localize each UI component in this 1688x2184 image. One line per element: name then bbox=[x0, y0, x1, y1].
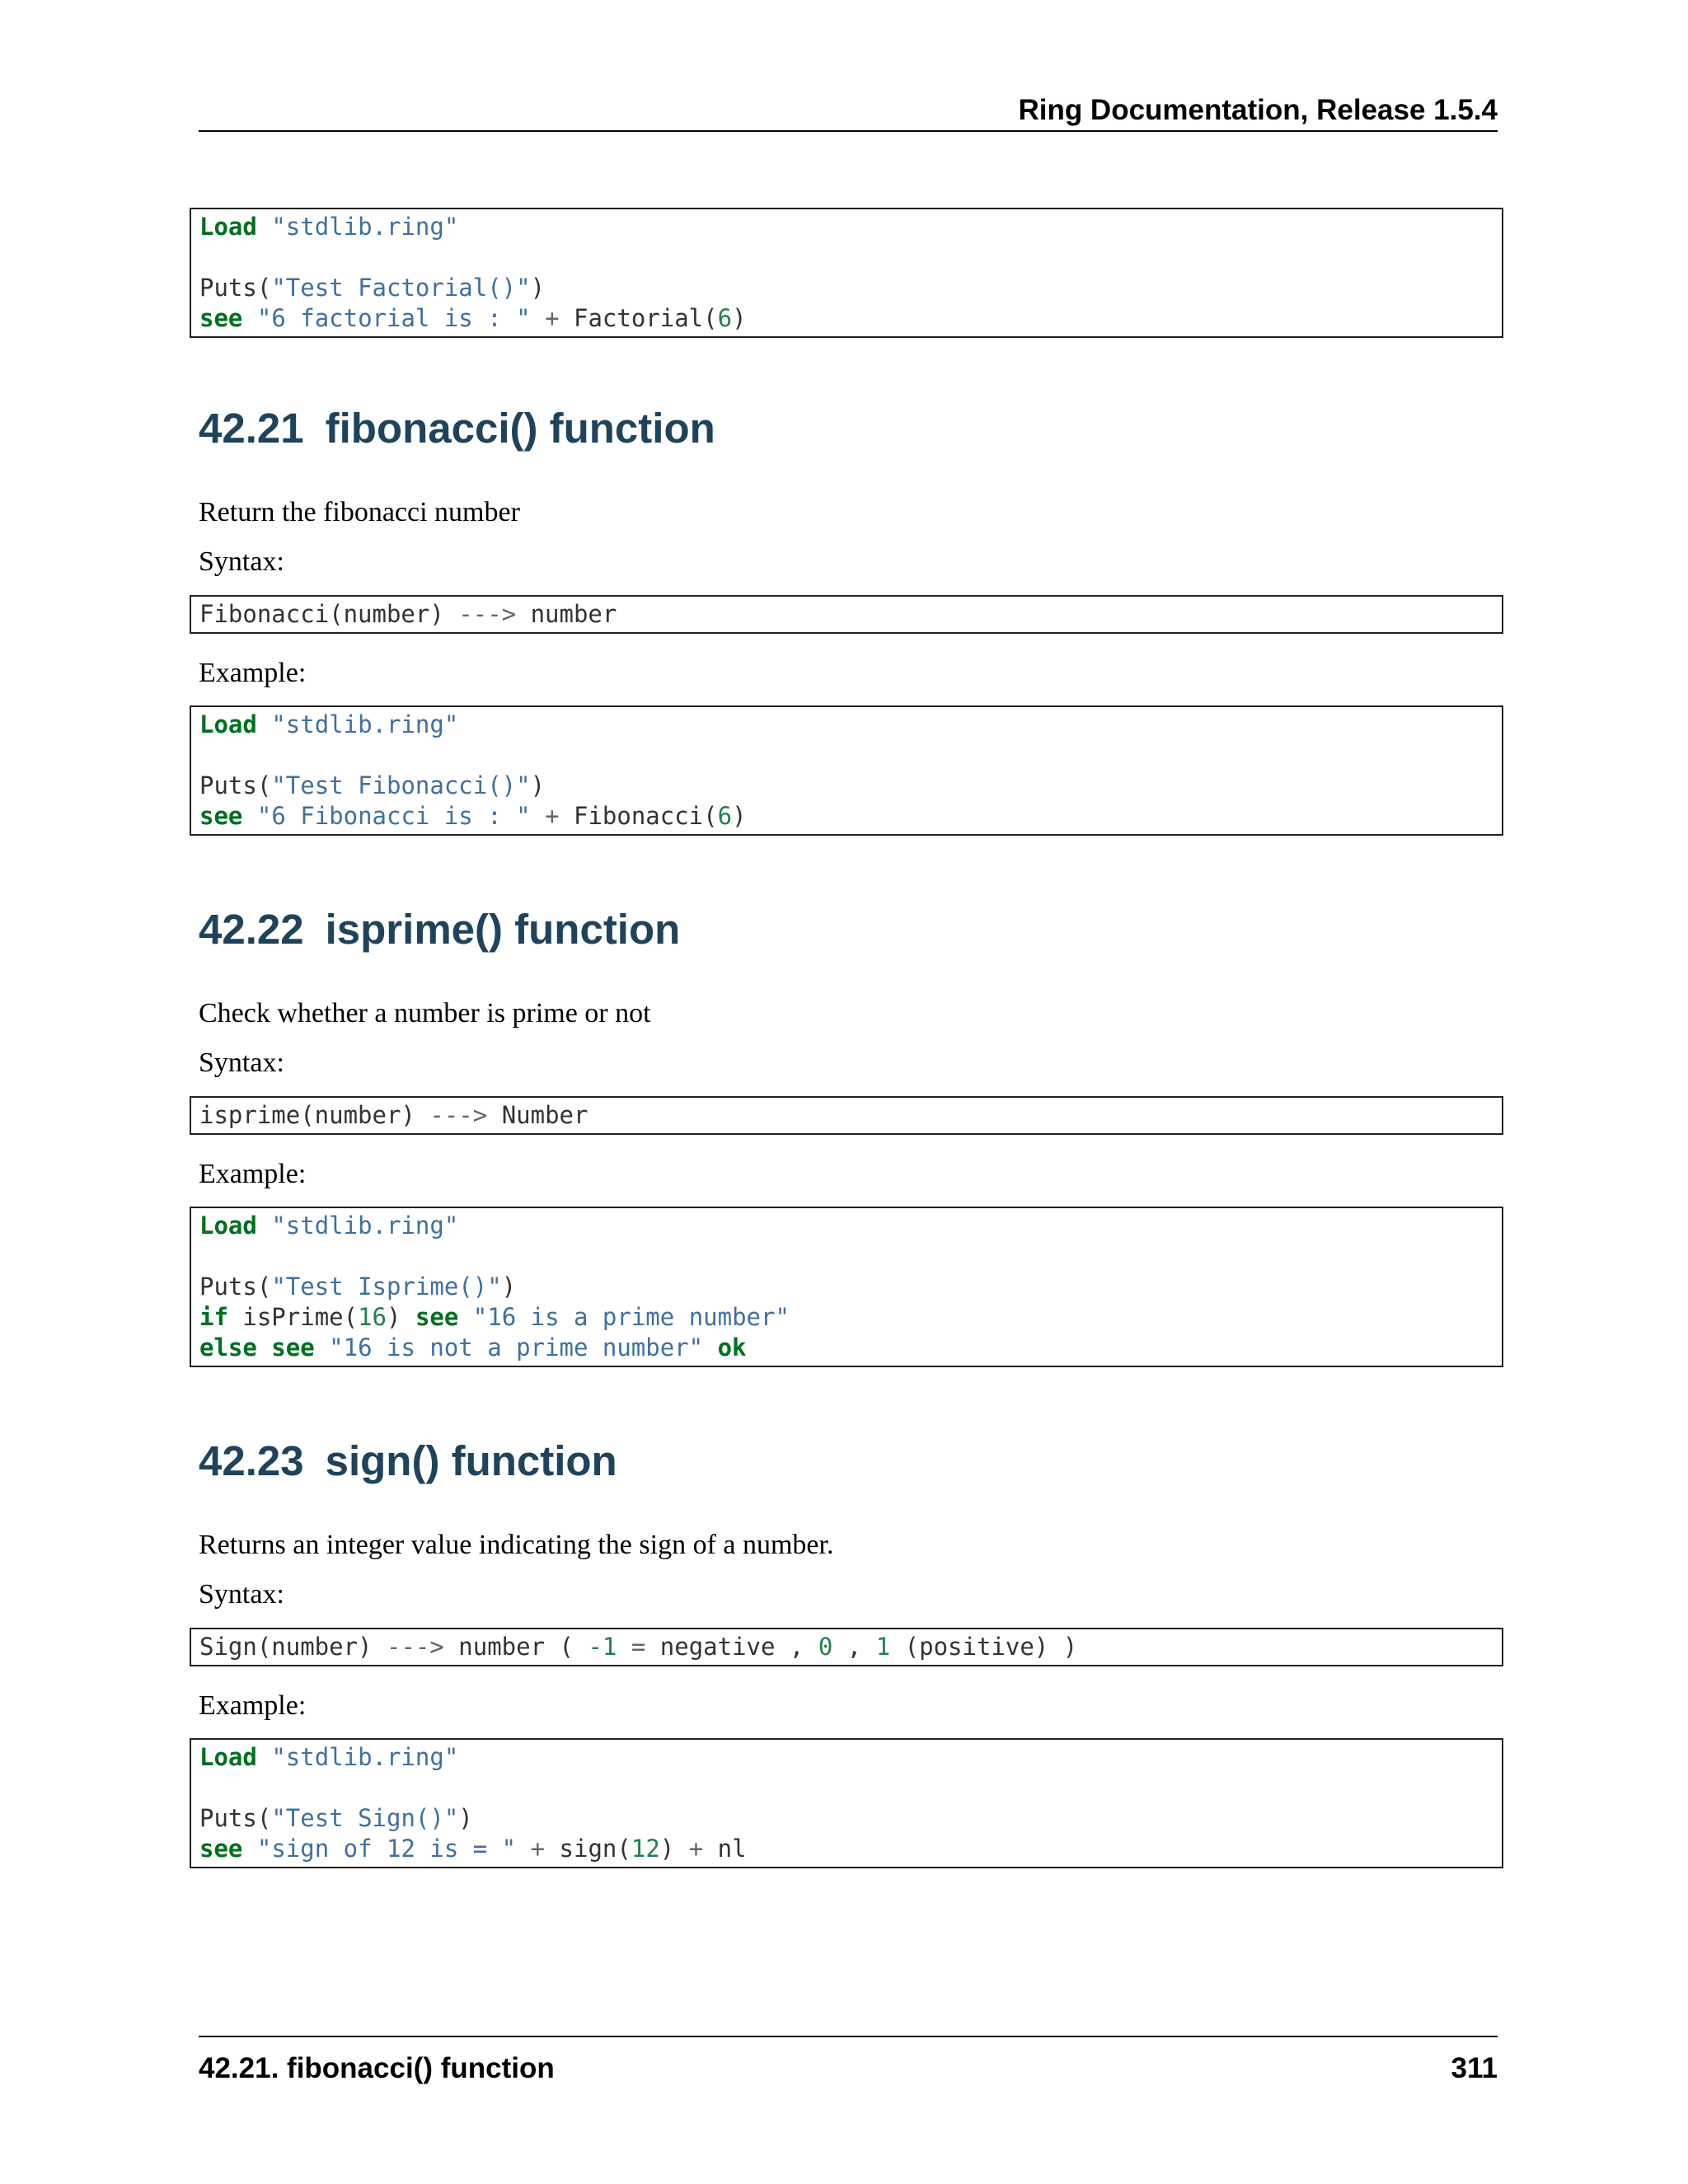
code-token: 0 bbox=[818, 1633, 833, 1661]
code-token: isPrime( bbox=[242, 1303, 359, 1331]
code-token: Puts( bbox=[199, 771, 272, 799]
code-token: else see bbox=[199, 1333, 315, 1361]
code-token: Fibonacci( bbox=[574, 802, 718, 830]
code-token: Puts( bbox=[199, 1804, 272, 1832]
code-token: + bbox=[545, 802, 560, 830]
code-token: -1 bbox=[588, 1633, 617, 1661]
code-block-isprime-example bbox=[190, 1207, 1503, 1367]
footer-section-title: 42.21. fibonacci() function bbox=[199, 2052, 555, 2084]
code-token: 6 bbox=[717, 304, 733, 332]
code-token: + bbox=[688, 1835, 704, 1863]
page-number: 311 bbox=[1451, 2052, 1498, 2084]
code-token: see bbox=[199, 1835, 243, 1863]
code-token: see bbox=[199, 802, 243, 830]
code-token: number ( bbox=[458, 1633, 574, 1661]
code-token: "Test Factorial()" bbox=[271, 274, 531, 302]
code-block-fibonacci-syntax bbox=[190, 595, 1503, 634]
code-token: 1 bbox=[875, 1633, 891, 1661]
code-token: 16 bbox=[358, 1303, 387, 1331]
section-title: sign() function bbox=[325, 1437, 617, 1484]
code-token: ---> bbox=[458, 600, 517, 628]
code-token: Load bbox=[199, 1212, 257, 1240]
code-token: , bbox=[846, 1633, 862, 1661]
code-token: Puts( bbox=[199, 274, 272, 302]
code-token: 12 bbox=[631, 1835, 660, 1863]
code-token: ) bbox=[659, 1835, 675, 1863]
example-label: Example: bbox=[199, 1159, 307, 1189]
code-token: Number bbox=[501, 1101, 588, 1129]
code-token: ) bbox=[530, 771, 546, 799]
code-token: Load bbox=[199, 1743, 257, 1771]
section-number: 42.23 bbox=[199, 1437, 304, 1484]
syntax-label: Syntax: bbox=[199, 1047, 284, 1078]
code-token: "Test Sign()" bbox=[271, 1804, 459, 1832]
code-token: "6 factorial is : " bbox=[256, 304, 531, 332]
document-title: Ring Documentation, Release 1.5.4 bbox=[1018, 94, 1498, 126]
page-footer bbox=[199, 2036, 1498, 2085]
code-token: ) bbox=[732, 304, 747, 332]
code-token: ) bbox=[530, 274, 546, 302]
code-token: Puts( bbox=[199, 1272, 272, 1301]
code-token: ok bbox=[717, 1333, 747, 1361]
section-heading-fibonacci bbox=[199, 404, 715, 453]
section-number: 42.22 bbox=[199, 906, 304, 953]
code-block-sign-example bbox=[190, 1738, 1503, 1868]
code-token: "Test Isprime()" bbox=[271, 1272, 502, 1301]
code-block-isprime-syntax bbox=[190, 1096, 1503, 1135]
code-block-sign-syntax bbox=[190, 1628, 1503, 1666]
section-title: isprime() function bbox=[325, 906, 681, 953]
code-token: "Test Fibonacci()" bbox=[271, 771, 531, 799]
section-description: Return the fibonacci number bbox=[199, 497, 520, 527]
code-token: isprime(number) bbox=[199, 1101, 415, 1129]
code-token: number bbox=[530, 600, 617, 628]
syntax-label: Syntax: bbox=[199, 1579, 284, 1610]
code-token: Load bbox=[199, 710, 257, 738]
code-token: 6 bbox=[717, 802, 733, 830]
example-label: Example: bbox=[199, 658, 307, 688]
section-heading-sign bbox=[199, 1436, 617, 1486]
code-token: "16 is not a prime number" bbox=[329, 1333, 704, 1361]
code-token: if bbox=[199, 1303, 228, 1331]
example-label: Example: bbox=[199, 1690, 307, 1721]
code-token: "16 is a prime number" bbox=[472, 1303, 790, 1331]
code-token: negative , bbox=[659, 1633, 804, 1661]
code-token: ) bbox=[458, 1804, 473, 1832]
code-token: ) bbox=[387, 1303, 401, 1331]
code-token: "sign of 12 is = " bbox=[256, 1835, 517, 1863]
section-number: 42.21 bbox=[199, 405, 304, 452]
code-token: "6 Fibonacci is : " bbox=[256, 802, 531, 830]
code-token: + bbox=[530, 1835, 546, 1863]
section-description: Returns an integer value indicating the sign of a number. bbox=[199, 1530, 834, 1560]
code-block-factorial-example bbox=[190, 208, 1503, 338]
code-token: "stdlib.ring" bbox=[271, 1743, 459, 1771]
section-description: Check whether a number is prime or not bbox=[199, 998, 651, 1029]
code-token: sign( bbox=[559, 1835, 631, 1863]
code-token: ) bbox=[501, 1272, 517, 1301]
code-token: see bbox=[199, 304, 243, 332]
code-token: "stdlib.ring" bbox=[271, 213, 459, 241]
code-token: = bbox=[631, 1633, 646, 1661]
code-token: Sign(number) bbox=[199, 1633, 373, 1661]
code-block-fibonacci-example bbox=[190, 705, 1503, 836]
section-title: fibonacci() function bbox=[325, 405, 715, 452]
syntax-label: Syntax: bbox=[199, 546, 284, 577]
section-heading-isprime bbox=[199, 905, 680, 954]
code-token: (positive) ) bbox=[904, 1633, 1078, 1661]
code-token: Factorial( bbox=[574, 304, 718, 332]
page-header bbox=[199, 91, 1498, 132]
code-token: "stdlib.ring" bbox=[271, 710, 459, 738]
code-token: nl bbox=[717, 1835, 747, 1863]
code-token: ---> bbox=[429, 1101, 488, 1129]
code-token: Fibonacci(number) bbox=[199, 600, 444, 628]
code-token: ) bbox=[732, 802, 747, 830]
code-token: see bbox=[415, 1303, 459, 1331]
code-token: ---> bbox=[386, 1633, 444, 1661]
code-token: + bbox=[545, 304, 560, 332]
code-token: Load bbox=[199, 213, 257, 241]
code-token: "stdlib.ring" bbox=[271, 1212, 459, 1240]
